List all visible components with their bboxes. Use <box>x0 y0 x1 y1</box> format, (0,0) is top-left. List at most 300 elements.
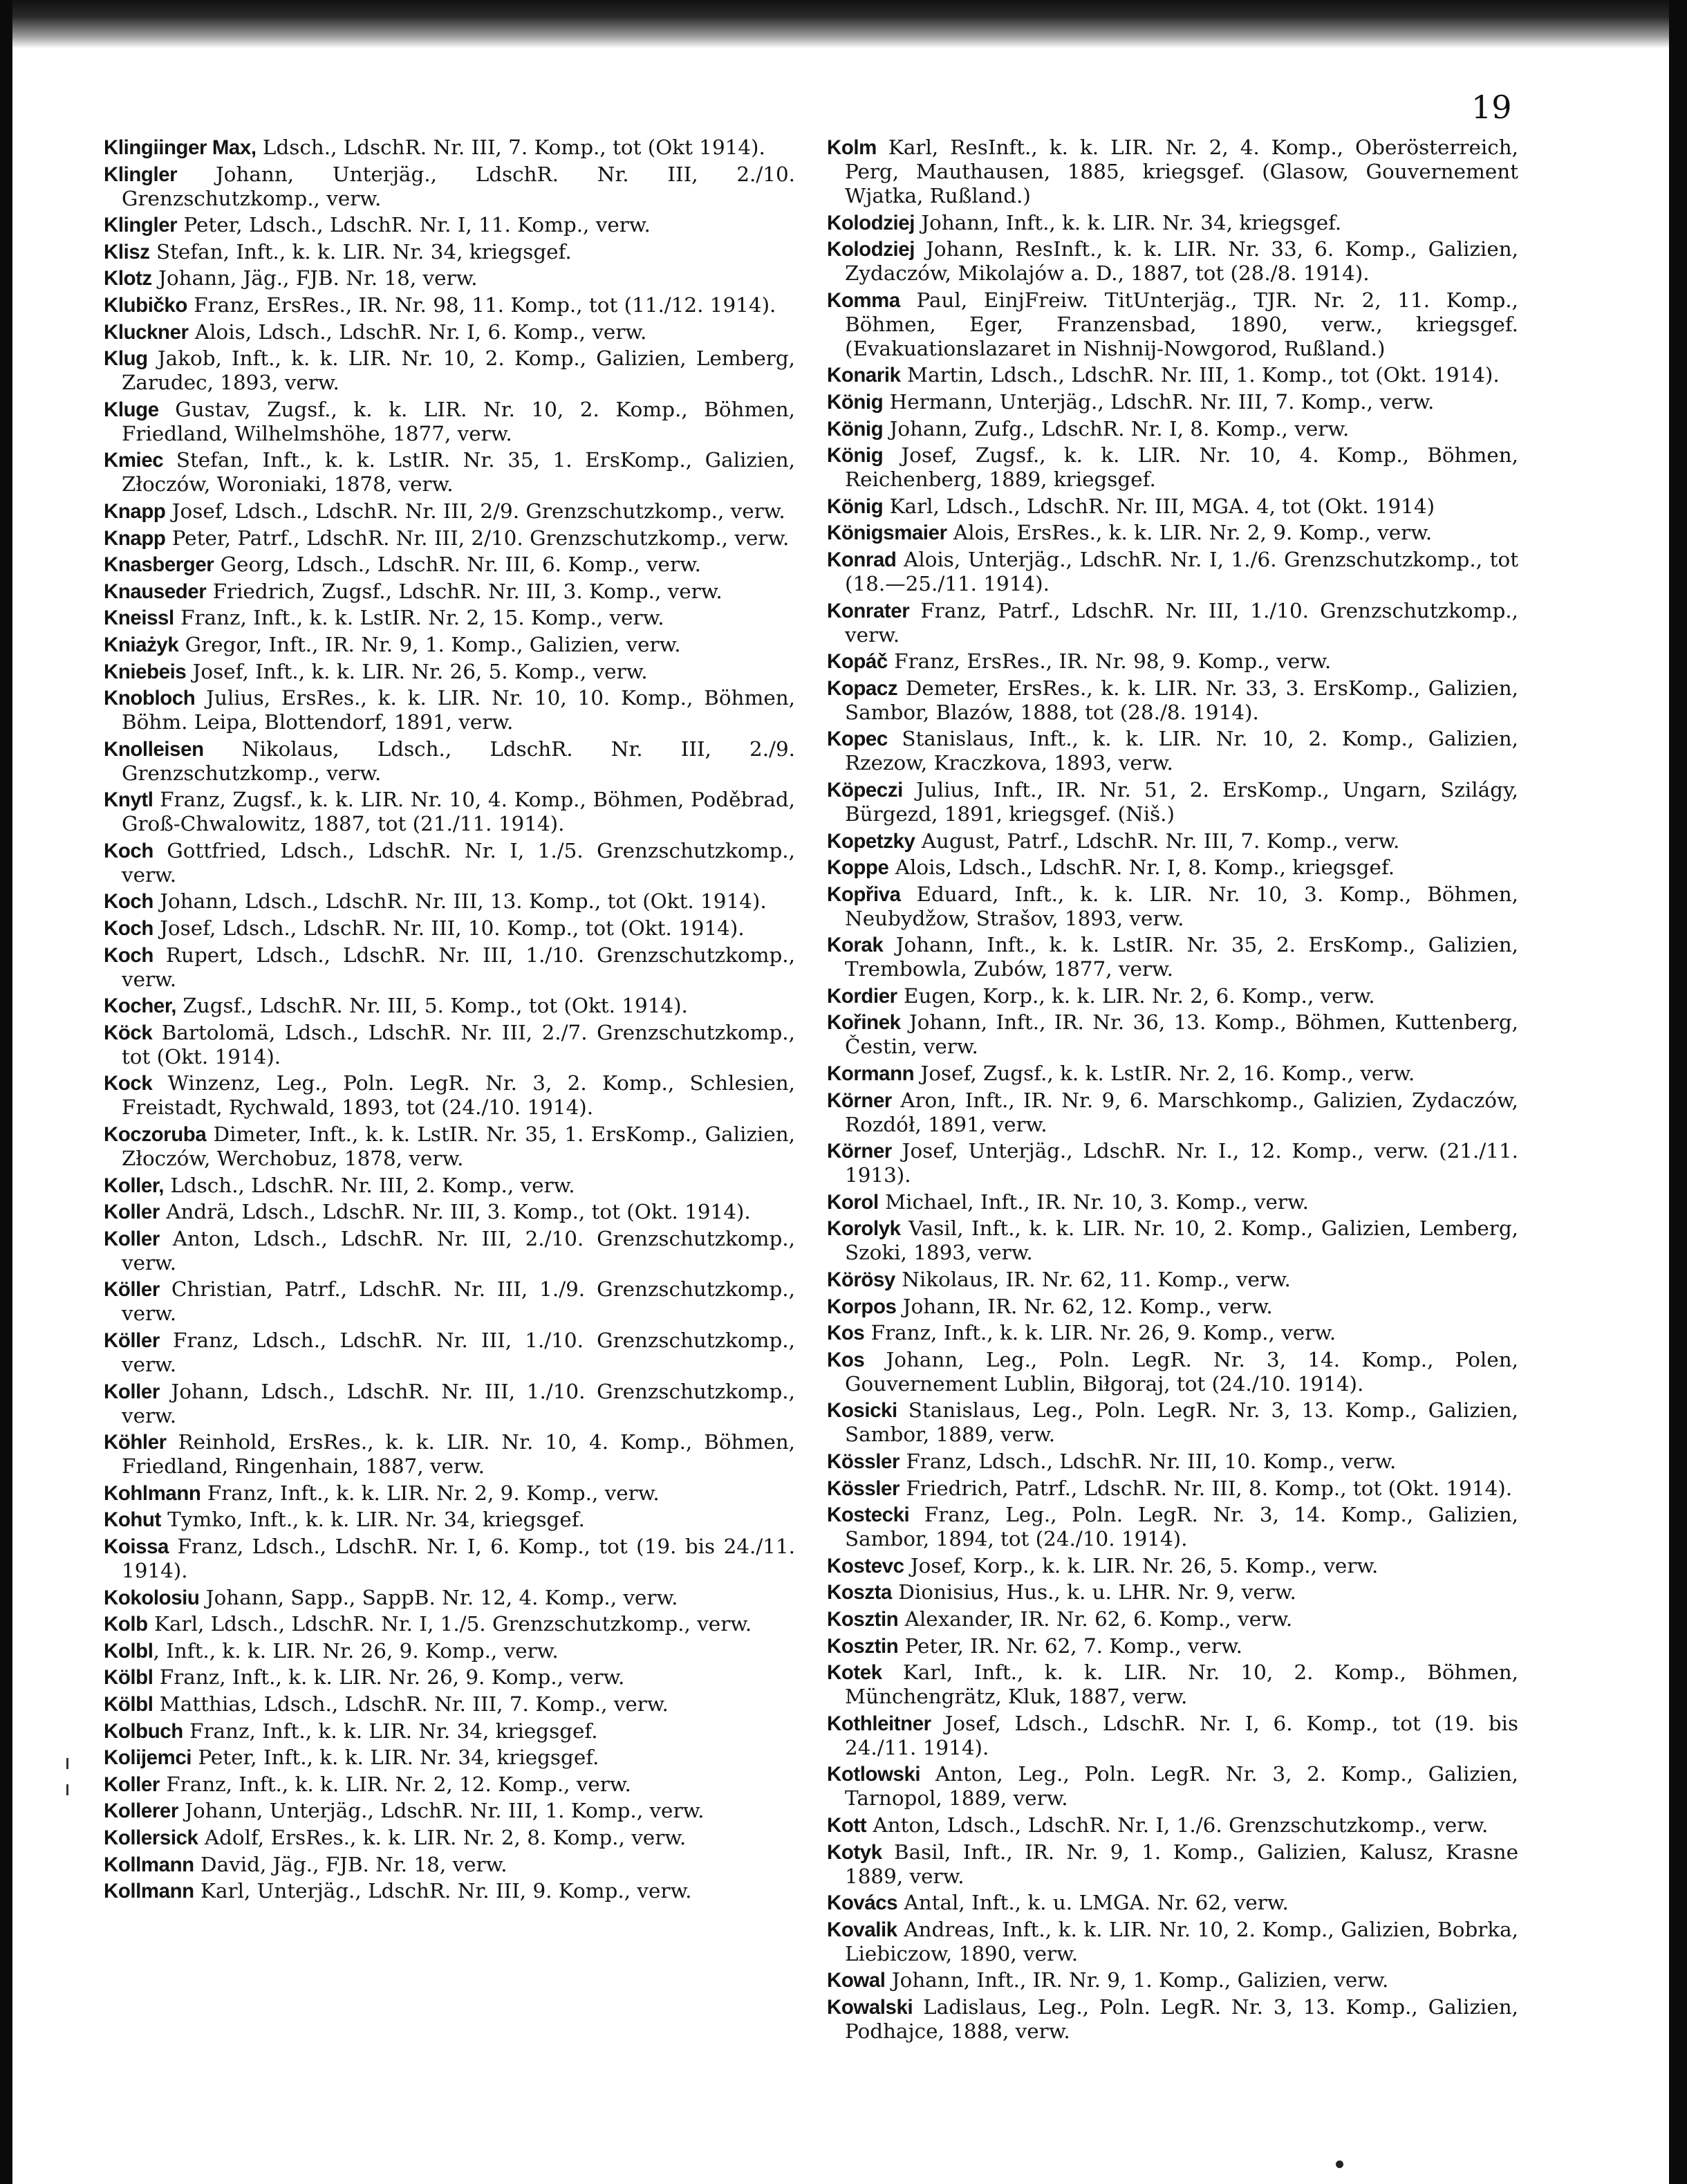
scan-left-edge <box>0 0 12 2184</box>
entry-surname: Königsmaier <box>827 521 947 545</box>
register-entry <box>827 1607 1518 1631</box>
register-entry <box>104 916 795 941</box>
entry-details: Andreas, Inft., k. k. LIR. Nr. 10, 2. Komp., Galizien, Bobrka, Liebiczow, 1890, verw. <box>845 1917 1518 1965</box>
entry-details: Stanislaus, Leg., Poln. LegR. Nr. 3, 13. Komp., Galizien, Sambor, 1889, verw. <box>845 1398 1518 1447</box>
entry-details: Reinhold, ErsRes., k. k. LIR. Nr. 10, 4. Komp., Böhmen, Friedland, Ringenhain, 1887, verw. <box>122 1430 795 1479</box>
entry-surname: Knapp <box>104 526 166 550</box>
entry-surname: Kott <box>827 1813 867 1837</box>
entry-surname: Kollmann <box>104 1880 194 1903</box>
entry-details: Karl, Inft., k. k. LIR. Nr. 10, 2. Komp., Böhmen, Münchengrätz, Kluk, 1887, verw. <box>845 1660 1518 1709</box>
entry-details: Ladislaus, Leg., Poln. LegR. Nr. 3, 13. Komp., Galizien, Podhajce, 1888, verw. <box>845 1995 1518 2043</box>
entry-surname: Korpos <box>827 1295 897 1318</box>
entry-details: Franz, Ldsch., LdschR. Nr. III, 1./10. Grenzschutzkomp., verw. <box>122 1329 795 1376</box>
entry-details: Josef, Inft., k. k. LIR. Nr. 26, 5. Komp., verw. <box>186 659 648 683</box>
entry-surname: Klingler <box>104 163 178 186</box>
register-entry <box>827 1580 1518 1604</box>
register-entry <box>827 1968 1518 1992</box>
entry-surname: Kölbl <box>104 1666 153 1690</box>
entry-surname: Kordier <box>827 984 897 1008</box>
entry-surname: Kovalik <box>827 1918 897 1941</box>
entry-surname: Kölbl <box>104 1692 153 1716</box>
entry-surname: Körner <box>827 1089 892 1112</box>
register-entry <box>104 1329 795 1377</box>
register-entry <box>827 1089 1518 1137</box>
register-entry <box>827 599 1518 647</box>
entry-surname: Kowal <box>827 1969 886 1992</box>
register-entry <box>827 211 1518 235</box>
entry-surname: König <box>827 444 884 468</box>
register-entry <box>827 237 1518 286</box>
entry-details: Franz, Zugsf., k. k. LIR. Nr. 10, 4. Komp., Böhmen, Poděbrad, Groß-Chwalowitz, 1887, tot (21./11. 1914). <box>122 788 795 836</box>
entry-details: Franz, Inft., k. k. LIR. Nr. 34, kriegsgef. <box>183 1719 598 1743</box>
entry-surname: Kos <box>827 1348 865 1371</box>
register-entry <box>827 1891 1518 1915</box>
register-entry <box>104 346 795 395</box>
ink-speck <box>1336 2160 1343 2168</box>
entry-surname: Kos <box>827 1322 865 1345</box>
entry-surname: Knasberger <box>104 553 214 577</box>
entry-details: Peter, Ldsch., LdschR. Nr. I, 11. Komp., verw. <box>177 213 651 237</box>
entry-surname: Koszta <box>827 1581 892 1604</box>
register-entry <box>827 1062 1518 1086</box>
entry-surname: Kollersick <box>104 1826 198 1849</box>
entry-details: Johann, Jäg., FJB. Nr. 18, verw. <box>151 266 478 290</box>
register-entry <box>104 1719 795 1743</box>
register-entry <box>104 788 795 836</box>
register-entry <box>104 1200 795 1224</box>
entry-surname: Kolodziej <box>827 211 915 234</box>
entry-details: Julius, Inft., IR. Nr. 51, 2. ErsKomp., Ungarn, Szilágy, Bürgezd, 1891, kriegsgef. (Niš.) <box>845 777 1518 826</box>
register-entry <box>827 136 1518 208</box>
entry-surname: Köpeczi <box>827 778 903 802</box>
entry-details: Vasil, Inft., k. k. LIR. Nr. 10, 2. Komp., Galizien, Lemberg, Szoki, 1893, verw. <box>845 1216 1518 1265</box>
entry-surname: Kolm <box>827 136 877 159</box>
entry-details: Josef, Unterjäg., LdschR. Nr. I., 12. Komp., verw. (21./11. 1913). <box>845 1139 1518 1187</box>
entry-details: Josef, Zugsf., k. k. LIR. Nr. 10, 4. Komp., Böhmen, Reichenberg, 1889, kriegsgef. <box>845 443 1518 492</box>
entry-details: Karl, Ldsch., LdschR. Nr. I, 1./5. Grenzschutzkomp., verw. <box>147 1612 752 1636</box>
entry-surname: Klotz <box>104 267 152 290</box>
scan-top-edge <box>0 0 1687 48</box>
register-entry <box>104 1174 795 1198</box>
register-entry <box>827 521 1518 545</box>
entry-details: Winzenz, Leg., Poln. LegR. Nr. 3, 2. Komp., Schlesien, Freistadt, Rychwald, 1893, tot (24./10. 1914). <box>122 1071 795 1120</box>
entry-details: Franz, Ldsch., LdschR. Nr. I, 6. Komp., tot (19. bis 24./11. 1914). <box>122 1534 795 1582</box>
entry-surname: Kosicki <box>827 1399 897 1423</box>
entry-surname: Korol <box>827 1190 879 1214</box>
entry-details: Julius, ErsRes., k. k. LIR. Nr. 10, 10. Komp., Böhmen, Böhm. Leipa, Blottendorf, 1891, verw. <box>122 686 795 734</box>
entry-details: Johann, Inft., k. k. LIR. Nr. 34, kriegsgef. <box>915 210 1342 234</box>
register-entry <box>104 553 795 577</box>
register-entry <box>104 660 795 684</box>
entry-details: Adolf, ErsRes., k. k. LIR. Nr. 2, 8. Komp., verw. <box>198 1825 687 1849</box>
entry-details: Anton, Ldsch., LdschR. Nr. III, 2./10. Grenzschutzkomp., verw. <box>122 1226 795 1275</box>
entry-surname: Knytl <box>104 788 153 812</box>
entry-details: Johann, ResInft., k. k. LIR. Nr. 33, 6. Komp., Galizien, Zydaczów, Mikolajów a. D., 1887, tot (28./8. 1914). <box>845 237 1518 286</box>
entry-details: Johann, Leg., Poln. LegR. Nr. 3, 14. Komp., Polen, Gouvernement Lublin, Biłgoraj, tot (24./10. 1914). <box>845 1347 1518 1396</box>
entry-surname: Kolb <box>104 1613 148 1636</box>
entry-surname: Kolijemci <box>104 1746 192 1770</box>
register-entry <box>827 548 1518 596</box>
register-entry <box>827 390 1518 414</box>
entry-details: Stanislaus, Inft., k. k. LIR. Nr. 10, 2. Komp., Galizien, Rzezow, Kraczkova, 1893, verw. <box>845 727 1518 775</box>
entry-details: Anton, Ldsch., LdschR. Nr. I, 1./6. Grenzschutzkomp., verw. <box>866 1813 1489 1837</box>
entry-details: Anton, Leg., Poln. LegR. Nr. 3, 2. Komp., Galizien, Tarnopol, 1889, verw. <box>845 1762 1518 1811</box>
entry-surname: Koller <box>104 1773 160 1796</box>
entry-surname: Köck <box>104 1021 153 1044</box>
entry-details: Josef, Zugsf., k. k. LstIR. Nr. 2, 16. Komp., verw. <box>914 1062 1415 1086</box>
left-column <box>104 136 795 1906</box>
entry-surname: Klingler <box>104 214 178 237</box>
register-entry <box>827 1840 1518 1889</box>
register-entry <box>104 1021 795 1069</box>
register-entry <box>104 1277 795 1326</box>
entry-surname: Knobloch <box>104 687 196 710</box>
entry-surname: Kotyk <box>827 1840 882 1864</box>
register-entry <box>827 1712 1518 1760</box>
register-entry <box>104 1773 795 1797</box>
register-entry <box>827 1995 1518 2044</box>
entry-surname: Kotek <box>827 1661 882 1685</box>
entry-details: Nikolaus, Ldsch., LdschR. Nr. III, 2./9. Grenzschutzkomp., verw. <box>122 737 795 785</box>
entry-details: Johann, Sapp., SappB. Nr. 12, 4. Komp., verw. <box>199 1585 678 1609</box>
entry-details: Georg, Ldsch., LdschR. Nr. III, 6. Komp., verw. <box>214 553 701 577</box>
entry-details: Dionisius, Hus., k. u. LHR. Nr. 9, verw. <box>891 1580 1296 1604</box>
register-entry <box>104 1481 795 1506</box>
entry-surname: Knauseder <box>104 580 207 603</box>
register-entry <box>104 1746 795 1770</box>
margin-mark <box>66 1758 68 1769</box>
entry-surname: Kokolosiu <box>104 1586 200 1609</box>
entry-details: Franz, ErsRes., IR. Nr. 98, 9. Komp., verw. <box>887 649 1332 674</box>
entry-surname: Kniażyk <box>104 633 179 656</box>
entry-details: , Inft., k. k. LIR. Nr. 26, 9. Komp., verw. <box>153 1638 559 1663</box>
entry-details: Alois, Unterjäg., LdschR. Nr. I, 1./6. Grenzschutzkomp., tot (18.—25./11. 1914). <box>845 547 1518 595</box>
register-entry <box>104 1535 795 1583</box>
register-entry <box>104 1692 795 1716</box>
entry-details: Basil, Inft., IR. Nr. 9, 1. Komp., Galizien, Kalusz, Krasne 1889, verw. <box>845 1840 1518 1888</box>
entry-surname: Klug <box>104 347 148 371</box>
entry-details: Zugsf., LdschR. Nr. III, 5. Komp., tot (Okt. 1914). <box>176 994 688 1018</box>
entry-details: Johann, Zufg., LdschR. Nr. I, 8. Komp., verw. <box>883 416 1350 441</box>
entry-surname: König <box>827 494 884 518</box>
entry-details: Stefan, Inft., k. k. LIR. Nr. 34, kriegsgef. <box>149 239 572 263</box>
entry-surname: Klingiinger Max, <box>104 136 257 159</box>
entry-details: Matthias, Ldsch., LdschR. Nr. III, 7. Komp., verw. <box>153 1692 669 1716</box>
entry-details: Karl, Unterjäg., LdschR. Nr. III, 9. Komp., verw. <box>194 1879 692 1903</box>
register-entry <box>104 889 795 914</box>
register-entry <box>104 580 795 604</box>
entry-details: Alois, Ldsch., LdschR. Nr. I, 6. Komp., verw. <box>188 320 647 344</box>
register-entry <box>827 363 1518 387</box>
register-entry <box>827 1348 1518 1396</box>
entry-surname: Kosztin <box>827 1607 899 1631</box>
entry-surname: Kohut <box>104 1508 161 1532</box>
register-entry <box>827 1918 1518 1966</box>
entry-details: Gregor, Inft., IR. Nr. 9, 1. Komp., Galizien, verw. <box>178 632 681 656</box>
entry-surname: Koller, <box>104 1174 165 1197</box>
entry-details: Jakob, Inft., k. k. LIR. Nr. 10, 2. Komp., Galizien, Lemberg, Zarudec, 1893, verw. <box>122 346 795 395</box>
entry-surname: Kotlowski <box>827 1763 921 1786</box>
register-entry <box>827 1216 1518 1265</box>
entry-details: Eugen, Korp., k. k. LIR. Nr. 2, 6. Komp., verw. <box>897 983 1375 1008</box>
register-entry <box>104 136 795 160</box>
entry-details: Michael, Inft., IR. Nr. 10, 3. Komp., verw. <box>878 1190 1309 1214</box>
entry-surname: Kollerer <box>104 1799 178 1823</box>
register-entry <box>104 398 795 446</box>
entry-surname: Konarik <box>827 364 901 387</box>
entry-details: Johann, Inft., IR. Nr. 9, 1. Komp., Galizien, verw. <box>885 1968 1389 1992</box>
register-entry <box>104 1612 795 1636</box>
register-entry <box>104 320 795 344</box>
entry-surname: Koller <box>104 1380 160 1403</box>
entry-details: Ldsch., LdschR. Nr. III, 2. Komp., verw. <box>164 1173 575 1197</box>
entry-surname: Kössler <box>827 1450 900 1473</box>
entry-details: Josef, Ldsch., LdschR. Nr. III, 10. Komp., tot (Okt. 1914). <box>153 916 745 941</box>
register-entry <box>104 1122 795 1171</box>
entry-details: Peter, IR. Nr. 62, 7. Komp., verw. <box>898 1634 1242 1658</box>
entry-details: Karl, ResInft., k. k. LIR. Nr. 2, 4. Komp., Oberösterreich, Perg, Mauthausen, 1885, kriegsgef. (Glasow, Gouvernement Wjatka, Rußland.) <box>845 136 1518 207</box>
register-entry <box>827 778 1518 826</box>
entry-surname: König <box>827 390 884 414</box>
entry-surname: Kneissl <box>104 607 174 630</box>
entry-surname: Kniebeis <box>104 660 187 683</box>
entry-surname: Knapp <box>104 499 166 523</box>
register-entry <box>104 633 795 657</box>
entry-surname: Kluckner <box>104 320 189 344</box>
register-entry <box>104 1826 795 1850</box>
entry-details: Gustav, Zugsf., k. k. LIR. Nr. 10, 2. Komp., Böhmen, Friedland, Wilhelmshöhe, 1877, verw. <box>122 397 795 445</box>
register-entry <box>104 1430 795 1479</box>
register-entry <box>104 1227 795 1275</box>
entry-details: Stefan, Inft., k. k. LstIR. Nr. 35, 1. ErsKomp., Galizien, Złoczów, Woroniaki, 1878, verw. <box>122 448 795 497</box>
entry-surname: Korak <box>827 934 884 957</box>
register-entry <box>827 1321 1518 1345</box>
register-entry <box>827 855 1518 880</box>
entry-details: Paul, EinjFreiw. TitUnterjäg., TJR. Nr. 2, 11. Komp., Böhmen, Eger, Franzensbad, 1890, verw., kriegsgef. (Evakuationslazaret in Nishnij-Nowgorod, Rußland.) <box>845 288 1518 360</box>
entry-details: Josef, Korp., k. k. LIR. Nr. 26, 5. Komp., verw. <box>904 1553 1379 1577</box>
register-entry <box>827 1813 1518 1838</box>
entry-surname: Kothleitner <box>827 1712 931 1735</box>
register-entry <box>104 526 795 550</box>
entry-details: David, Jäg., FJB. Nr. 18, verw. <box>194 1852 507 1876</box>
entry-surname: Koch <box>104 943 153 967</box>
entry-details: Franz, Patrf., LdschR. Nr. III, 1./10. Grenzschutzkomp., verw. <box>845 598 1518 647</box>
entry-details: Rupert, Ldsch., LdschR. Nr. III, 1./10. Grenzschutzkomp., verw. <box>122 943 795 991</box>
entry-details: Johann, Unterjäg., LdschR. Nr. III, 2./10. Grenzschutzkomp., verw. <box>122 162 795 210</box>
entry-surname: Köller <box>104 1278 160 1302</box>
register-entry <box>104 448 795 497</box>
register-entry <box>827 676 1518 725</box>
entry-surname: Kopáč <box>827 650 888 674</box>
entry-details: Christian, Patrf., LdschR. Nr. III, 1./9. Grenzschutzkomp., verw. <box>122 1277 795 1326</box>
register-entry <box>827 1634 1518 1658</box>
register-entry <box>104 499 795 524</box>
entry-surname: Köhler <box>104 1431 167 1454</box>
entry-surname: Klisz <box>104 240 150 263</box>
register-entry <box>827 1554 1518 1578</box>
entry-surname: Kostevc <box>827 1554 904 1577</box>
entry-details: Karl, Ldsch., LdschR. Nr. III, MGA. 4, tot (Okt. 1914) <box>883 494 1435 518</box>
register-entry <box>104 1639 795 1663</box>
entry-surname: Korolyk <box>827 1217 901 1241</box>
register-entry <box>827 933 1518 981</box>
entry-surname: Kopec <box>827 728 888 751</box>
register-entry <box>827 1268 1518 1292</box>
entry-details: Josef, Ldsch., LdschR. Nr. I, 6. Komp., tot (19. bis 24./11. 1914). <box>845 1711 1518 1759</box>
entry-surname: Kormann <box>827 1062 915 1086</box>
register-entry <box>104 213 795 237</box>
register-entry <box>827 494 1518 519</box>
register-entry <box>104 266 795 290</box>
entry-surname: Klubičko <box>104 293 187 317</box>
register-entry <box>827 1503 1518 1551</box>
register-entry <box>104 163 795 211</box>
entry-surname: Koczoruba <box>104 1123 207 1147</box>
entry-details: Alois, Ldsch., LdschR. Nr. I, 8. Komp., kriegsgef. <box>888 855 1395 880</box>
entry-surname: Kock <box>104 1072 153 1095</box>
register-entry <box>104 240 795 264</box>
entry-surname: Kostecki <box>827 1503 910 1527</box>
entry-surname: Kössler <box>827 1477 900 1500</box>
entry-details: Nikolaus, IR. Nr. 62, 11. Komp., verw. <box>895 1268 1291 1292</box>
entry-details: Friedrich, Patrf., LdschR. Nr. III, 8. Komp., tot (Okt. 1914). <box>900 1476 1513 1500</box>
register-entry <box>104 1380 795 1428</box>
register-entry <box>104 1586 795 1610</box>
register-entry <box>827 1398 1518 1447</box>
entry-details: Dimeter, Inft., k. k. LstIR. Nr. 35, 1. ErsKomp., Galizien, Złoczów, Werchobuz, 1878, verw. <box>122 1122 795 1171</box>
register-entry <box>104 943 795 992</box>
entry-surname: Konrater <box>827 599 910 622</box>
entry-details: Franz, Inft., k. k. LstIR. Nr. 2, 15. Komp., verw. <box>174 606 664 630</box>
register-entry <box>104 1665 795 1690</box>
entry-details: Alois, ErsRes., k. k. LIR. Nr. 2, 9. Komp., verw. <box>947 521 1433 545</box>
register-entry <box>104 1071 795 1120</box>
entry-details: Franz, Inft., k. k. LIR. Nr. 2, 9. Komp., verw. <box>201 1481 660 1505</box>
entry-surname: Kosztin <box>827 1634 899 1658</box>
register-entry <box>827 1660 1518 1709</box>
entry-surname: Kovács <box>827 1891 898 1915</box>
register-entry <box>104 1853 795 1877</box>
entry-surname: Koissa <box>104 1535 169 1558</box>
register-entry <box>827 1762 1518 1811</box>
entry-surname: Koch <box>104 890 153 914</box>
entry-surname: Kořinek <box>827 1011 901 1035</box>
entry-surname: König <box>827 417 884 441</box>
entry-surname: Kollmann <box>104 1853 194 1876</box>
entry-surname: Komma <box>827 288 900 312</box>
register-entry <box>827 829 1518 853</box>
register-entry <box>104 839 795 887</box>
entry-details: Tymko, Inft., k. k. LIR. Nr. 34, kriegsgef. <box>160 1508 585 1532</box>
entry-details: Antal, Inft., k. u. LMGA. Nr. 62, verw. <box>897 1891 1289 1915</box>
entry-surname: Kowalski <box>827 1995 913 2019</box>
entry-details: Franz, Inft., k. k. LIR. Nr. 2, 12. Komp., verw. <box>159 1772 631 1796</box>
register-entry <box>827 1477 1518 1501</box>
entry-surname: Kolodziej <box>827 238 915 261</box>
entry-details: Johann, Inft., IR. Nr. 36, 13. Komp., Böhmen, Kuttenberg, Čestin, verw. <box>845 1010 1518 1059</box>
register-entry <box>827 1190 1518 1214</box>
register-entry <box>827 984 1518 1008</box>
entry-details: Demeter, ErsRes., k. k. LIR. Nr. 33, 3. ErsKomp., Galizien, Sambor, Blazów, 1888, tot (28./8. 1914). <box>845 676 1518 724</box>
register-entry <box>827 1295 1518 1319</box>
entry-details: Johann, Ldsch., LdschR. Nr. III, 13. Komp., tot (Okt. 1914). <box>153 889 767 914</box>
entry-surname: Köller <box>104 1329 160 1352</box>
entry-surname: Kopřiva <box>827 882 901 906</box>
entry-surname: Körner <box>827 1140 892 1163</box>
entry-details: Eduard, Inft., k. k. LIR. Nr. 10, 3. Komp., Böhmen, Neubydžow, Strašov, 1893, verw. <box>845 882 1518 930</box>
register-entry <box>104 1799 795 1823</box>
entry-details: Aron, Inft., IR. Nr. 9, 6. Marschkomp., Galizien, Zydaczów, Rozdół, 1891, verw. <box>845 1088 1518 1136</box>
page-number: 19 <box>1471 89 1512 126</box>
entry-details: Josef, Ldsch., LdschR. Nr. III, 2/9. Grenzschutzkomp., verw. <box>165 499 785 523</box>
entry-details: Franz, Ldsch., LdschR. Nr. III, 10. Komp., verw. <box>900 1450 1397 1473</box>
entry-surname: Kluge <box>104 398 159 421</box>
entry-details: Franz, Inft., k. k. LIR. Nr. 26, 9. Komp., verw. <box>153 1665 625 1690</box>
register-entry <box>104 293 795 317</box>
entry-surname: Konrad <box>827 548 897 571</box>
entry-surname: Kocher, <box>104 994 177 1018</box>
entry-details: Franz, ErsRes., IR. Nr. 98, 11. Komp., tot (11./12. 1914). <box>187 293 776 317</box>
entry-details: Johann, Ldsch., LdschR. Nr. III, 1./10. Grenzschutzkomp., verw. <box>122 1379 795 1427</box>
entry-surname: Knolleisen <box>104 737 204 761</box>
entry-surname: Kmiec <box>104 449 164 472</box>
entry-surname: Kolbuch <box>104 1719 183 1743</box>
register-entry <box>104 686 795 734</box>
entry-details: Andrä, Ldsch., LdschR. Nr. III, 3. Komp., tot (Okt. 1914). <box>159 1200 751 1224</box>
register-entry <box>827 1139 1518 1187</box>
register-entry <box>104 737 795 786</box>
register-entry <box>827 1010 1518 1059</box>
entry-details: Hermann, Unterjäg., LdschR. Nr. III, 7. Komp., verw. <box>883 389 1435 414</box>
register-entry <box>104 994 795 1018</box>
register-entry <box>827 417 1518 441</box>
entry-details: Bartolomä, Ldsch., LdschR. Nr. III, 2./7. Grenzschutzkomp., tot (Okt. 1914). <box>122 1020 795 1068</box>
register-entry <box>827 1450 1518 1474</box>
entry-surname: Kohlmann <box>104 1481 201 1505</box>
entry-surname: Koller <box>104 1227 160 1250</box>
entry-details: Friedrich, Zugsf., LdschR. Nr. III, 3. Komp., verw. <box>206 579 723 603</box>
entry-details: Martin, Ldsch., LdschR. Nr. III, 1. Komp., tot (Okt. 1914). <box>900 363 1500 387</box>
entry-surname: Kopetzky <box>827 829 915 853</box>
entry-surname: Koller <box>104 1201 160 1224</box>
entry-surname: Koch <box>104 917 153 941</box>
entry-details: Peter, Inft., k. k. LIR. Nr. 34, kriegsgef. <box>192 1746 599 1770</box>
entry-details: Franz, Leg., Poln. LegR. Nr. 3, 14. Komp., Galizien, Sambor, 1894, tot (24./10. 1914). <box>845 1503 1518 1551</box>
entry-surname: Koppe <box>827 856 889 880</box>
register-entry <box>104 606 795 630</box>
register-entry <box>827 649 1518 674</box>
register-entry <box>104 1879 795 1903</box>
entry-details: Ldsch., LdschR. Nr. III, 7. Komp., tot (Okt 1914). <box>256 136 765 159</box>
register-entry <box>827 443 1518 492</box>
register-entry <box>827 882 1518 931</box>
entry-details: Johann, Inft., k. k. LstIR. Nr. 35, 2. ErsKomp., Galizien, Trembowla, Zubów, 1877, verw. <box>845 933 1518 981</box>
entry-details: August, Patrf., LdschR. Nr. III, 7. Komp., verw. <box>915 829 1400 853</box>
entry-surname: Koch <box>104 839 153 862</box>
entry-surname: Kolbl <box>104 1639 153 1663</box>
register-entry <box>827 288 1518 361</box>
register-entry <box>827 727 1518 775</box>
entry-surname: Kopacz <box>827 676 898 700</box>
entry-details: Franz, Inft., k. k. LIR. Nr. 26, 9. Komp., verw. <box>864 1321 1336 1345</box>
register-entry <box>104 1508 795 1532</box>
entry-details: Gottfried, Ldsch., LdschR. Nr. I, 1./5. Grenzschutzkomp., verw. <box>122 838 795 887</box>
scan-right-edge <box>1669 0 1687 2184</box>
entry-details: Johann, IR. Nr. 62, 12. Komp., verw. <box>896 1294 1273 1318</box>
right-column <box>827 136 1518 2046</box>
entry-details: Alexander, IR. Nr. 62, 6. Komp., verw. <box>898 1607 1293 1631</box>
entry-details: Johann, Unterjäg., LdschR. Nr. III, 1. Komp., verw. <box>178 1799 705 1823</box>
